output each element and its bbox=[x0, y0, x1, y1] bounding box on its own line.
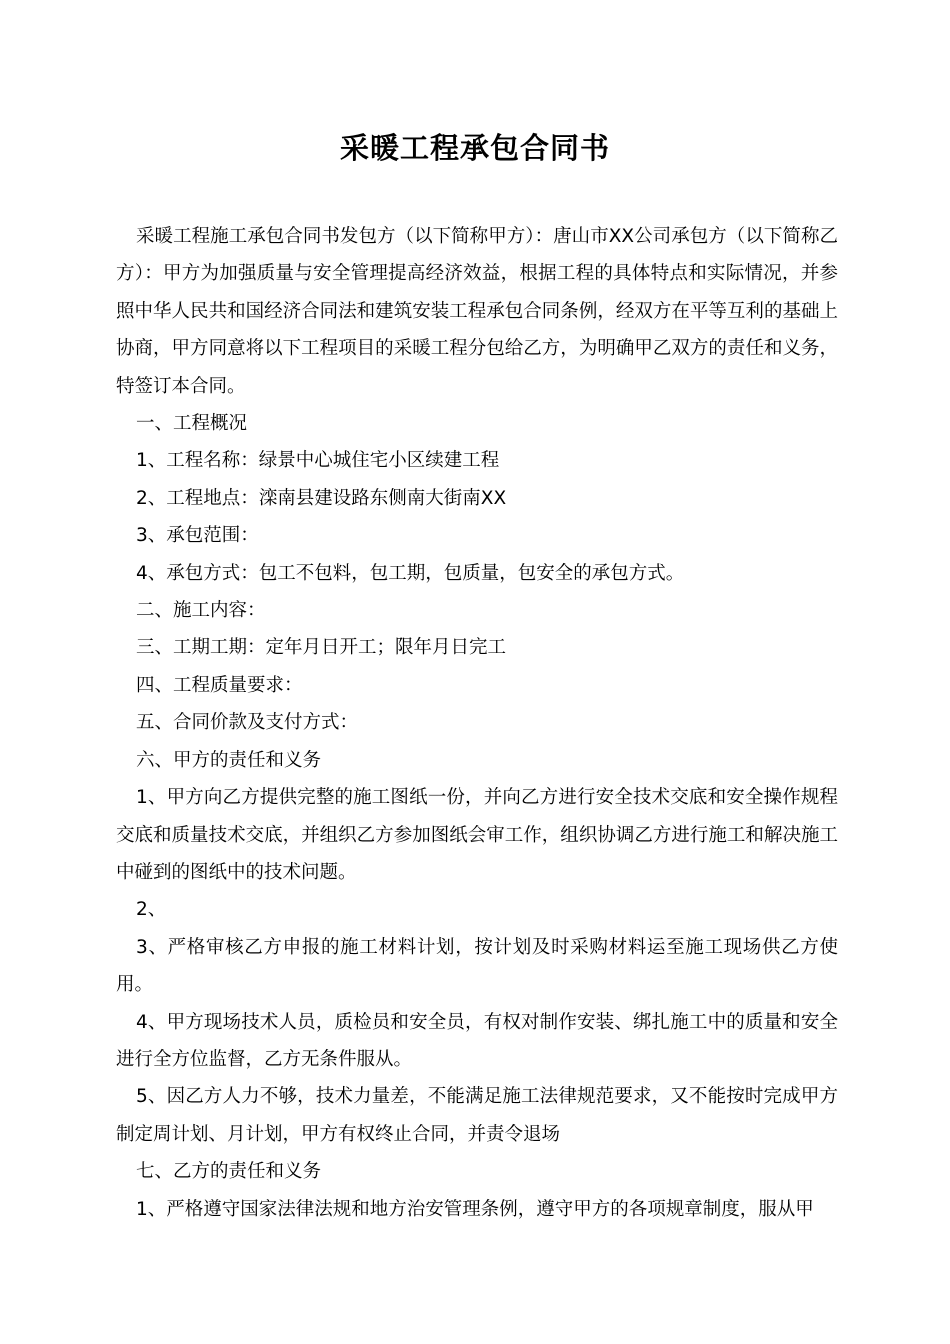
section-heading-2: 二、施工内容： bbox=[136, 600, 266, 622]
list-item: 5、因乙方人力不够，技术力量差，不能满足施工法律规范要求，又不能按时完成甲方制定周计划、月计划，甲方有权终止合同，并责令退场 bbox=[116, 1086, 838, 1145]
list-item: 1、严格遵守国家法律法规和地方治安管理条例，遵守甲方的各项规章制度，服从甲 bbox=[136, 1198, 814, 1220]
section-heading-4: 四、工程质量要求： bbox=[136, 674, 303, 696]
paragraph-intro: 采暖工程施工承包合同书发包方（以下简称甲方）：唐山市XX公司承包方（以下简称乙方）：甲方为加强质量与安全管理提高经济效益，根据工程的具体特点和实际情况，并参照中华人民共和国经济合同法和建筑安装工程承包合同条例，经双方在平等互利的基础上协商，甲方同意将以下工程项目的采暖工程分包给乙方，为明确甲乙双方的责任和义务，特签订本合同。 bbox=[116, 226, 838, 397]
list-item: 2、 bbox=[136, 899, 167, 921]
list-item: 1、工程名称：绿景中心城住宅小区续建工程 bbox=[136, 450, 500, 472]
section-heading-5: 五、合同价款及支付方式： bbox=[136, 712, 359, 734]
list-item: 4、甲方现场技术人员，质检员和安全员，有权对制作安装、绑扎施工中的质量和安全进行全方位监督，乙方无条件服从。 bbox=[116, 1011, 838, 1070]
list-item: 3、承包范围： bbox=[136, 525, 259, 547]
list-item: 1、甲方向乙方提供完整的施工图纸一份，并向乙方进行安全技术交底和安全操作规程交底和质量技术交底，并组织乙方参加图纸会审工作，组织协调乙方进行施工和解决施工中碰到的图纸中的技术问题。 bbox=[116, 787, 838, 883]
document-title: 采暖工程承包合同书 bbox=[339, 131, 610, 165]
list-item: 4、承包方式：包工不包料，包工期，包质量，包安全的承包方式。 bbox=[136, 562, 685, 584]
section-heading-6: 六、甲方的责任和义务 bbox=[136, 749, 322, 771]
section-heading-1: 一、工程概况 bbox=[136, 413, 248, 435]
list-item: 3、严格审核乙方申报的施工材料计划，按计划及时采购材料运至施工现场供乙方使用。 bbox=[116, 936, 838, 996]
list-item: 2、工程地点：滦南县建设路东侧南大街南XX bbox=[136, 487, 507, 509]
section-heading-3: 三、工期工期：定年月日开工；限年月日完工 bbox=[136, 637, 507, 659]
section-heading-7: 七、乙方的责任和义务 bbox=[136, 1161, 322, 1183]
document-body bbox=[116, 218, 838, 1228]
